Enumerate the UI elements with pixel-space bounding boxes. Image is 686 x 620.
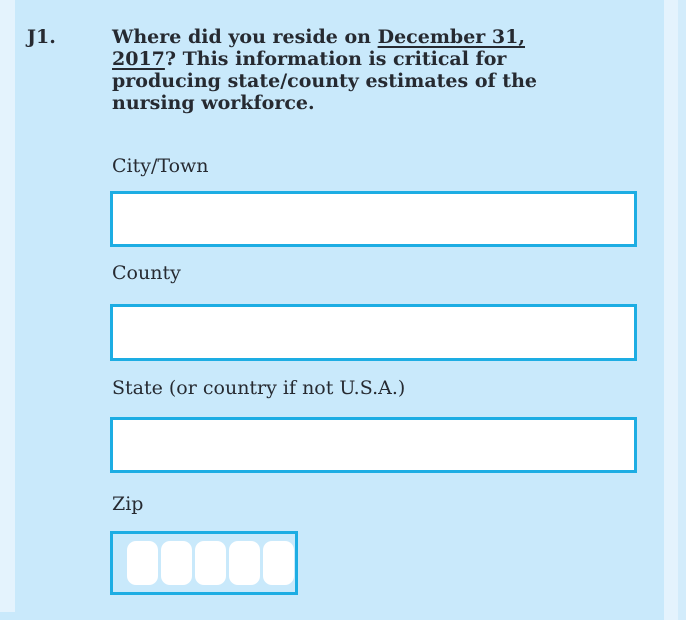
question-number: J1. [27, 26, 56, 48]
zip-cell[interactable] [161, 541, 192, 585]
county-input[interactable] [110, 304, 637, 361]
city-town-label: City/Town [112, 155, 209, 177]
right-margin-strip [664, 0, 678, 620]
question-text-line: 2017? This information is critical for [112, 48, 507, 70]
right-edge-strip [678, 0, 686, 620]
question-text-line: Where did you reside on December 31, [112, 26, 525, 48]
zip-label: Zip [112, 493, 144, 515]
question-text-line: producing state/county estimates of the [112, 70, 537, 92]
left-margin-strip [0, 0, 15, 612]
county-label: County [112, 262, 181, 284]
zip-cell[interactable] [229, 541, 260, 585]
question-text [112, 26, 582, 114]
zip-input[interactable] [110, 531, 298, 595]
state-input[interactable] [110, 417, 637, 473]
zip-cell[interactable] [127, 541, 158, 585]
zip-cell[interactable] [263, 541, 294, 585]
zip-cell[interactable] [195, 541, 226, 585]
city-town-input[interactable] [110, 191, 637, 247]
question-text-line: nursing workforce. [112, 92, 315, 114]
state-label: State (or country if not U.S.A.) [112, 377, 406, 399]
